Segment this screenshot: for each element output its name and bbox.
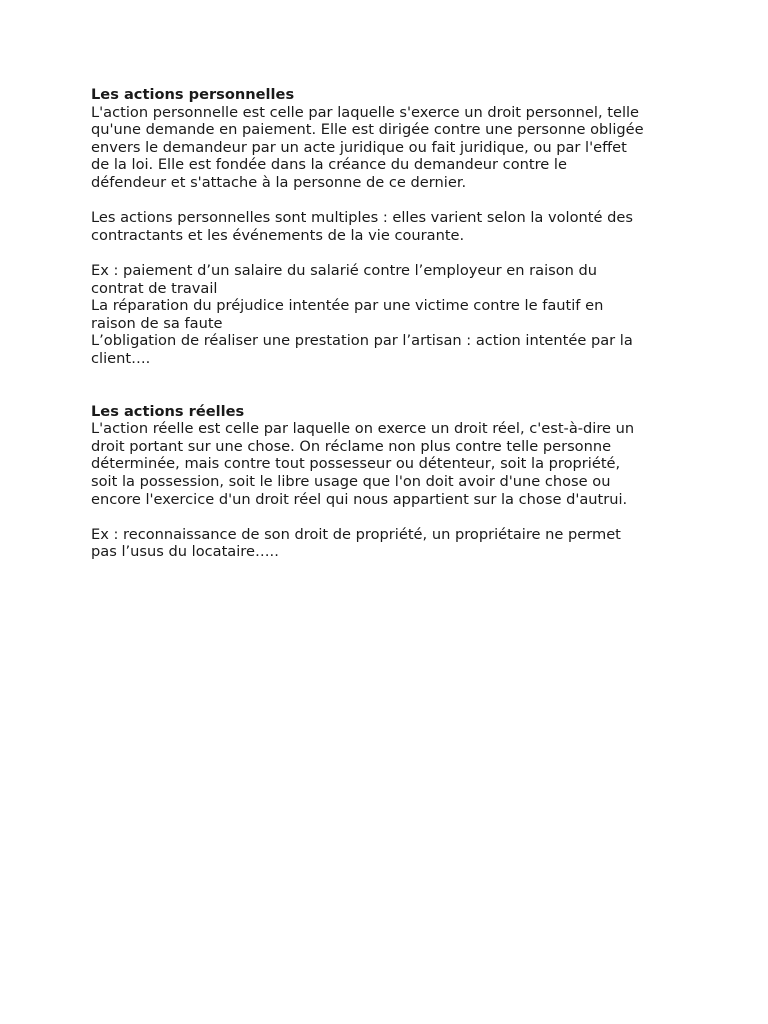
section-heading: Les actions personnelles xyxy=(91,86,295,103)
text-line: qu'une demande en paiement. Elle est dirigée contre une personne obligée xyxy=(91,121,644,139)
paragraph xyxy=(91,209,691,244)
text-line: soit la possession, soit le libre usage que l'on doit avoir d'une chose ou xyxy=(91,473,611,491)
text-line: Ex : reconnaissance de son droit de propriété, un propriétaire ne permet xyxy=(91,525,621,543)
section-personnelles xyxy=(91,86,691,192)
text-line: contrat de travail xyxy=(91,279,218,297)
text-line: de la loi. Elle est fondée dans la créance du demandeur contre le xyxy=(91,156,567,174)
text-line: droit portant sur une chose. On réclame non plus contre telle personne xyxy=(91,437,612,455)
text-line: La réparation du préjudice intentée par une victime contre le fautif en xyxy=(91,297,604,315)
text-line: défendeur et s'attache à la personne de ce dernier. xyxy=(91,173,467,191)
text-line: client…. xyxy=(91,349,151,367)
text-line: déterminée, mais contre tout possesseur ou détenteur, soit la propriété, xyxy=(91,455,621,473)
text-line: pas l’usus du locataire….. xyxy=(91,543,279,561)
document-page xyxy=(91,86,691,561)
text-line: contractants et les événements de la vie courante. xyxy=(91,226,465,244)
text-line: envers le demandeur par un acte juridique ou fait juridique, ou par l'effet xyxy=(91,138,627,156)
text-line: Les actions personnelles sont multiples : elles varient selon la volonté des xyxy=(91,209,633,227)
text-line: L'action réelle est celle par laquelle on exerce un droit réel, c'est-à-dire un xyxy=(91,420,635,438)
text-line: L'action personnelle est celle par laquelle s'exerce un droit personnel, telle xyxy=(91,103,640,121)
example-paragraph xyxy=(91,526,691,561)
text-line: raison de sa faute xyxy=(91,314,223,332)
text-line: L’obligation de réaliser une prestation par l’artisan : action intentée par la xyxy=(91,332,633,350)
text-line: Ex : paiement d’un salaire du salarié contre l’employeur en raison du xyxy=(91,261,598,279)
example-paragraph xyxy=(91,262,691,368)
section-heading: Les actions réelles xyxy=(91,402,245,420)
text-line: encore l'exercice d'un droit réel qui nous appartient sur la chose d'autrui. xyxy=(91,490,628,508)
section-reelles xyxy=(91,403,691,509)
